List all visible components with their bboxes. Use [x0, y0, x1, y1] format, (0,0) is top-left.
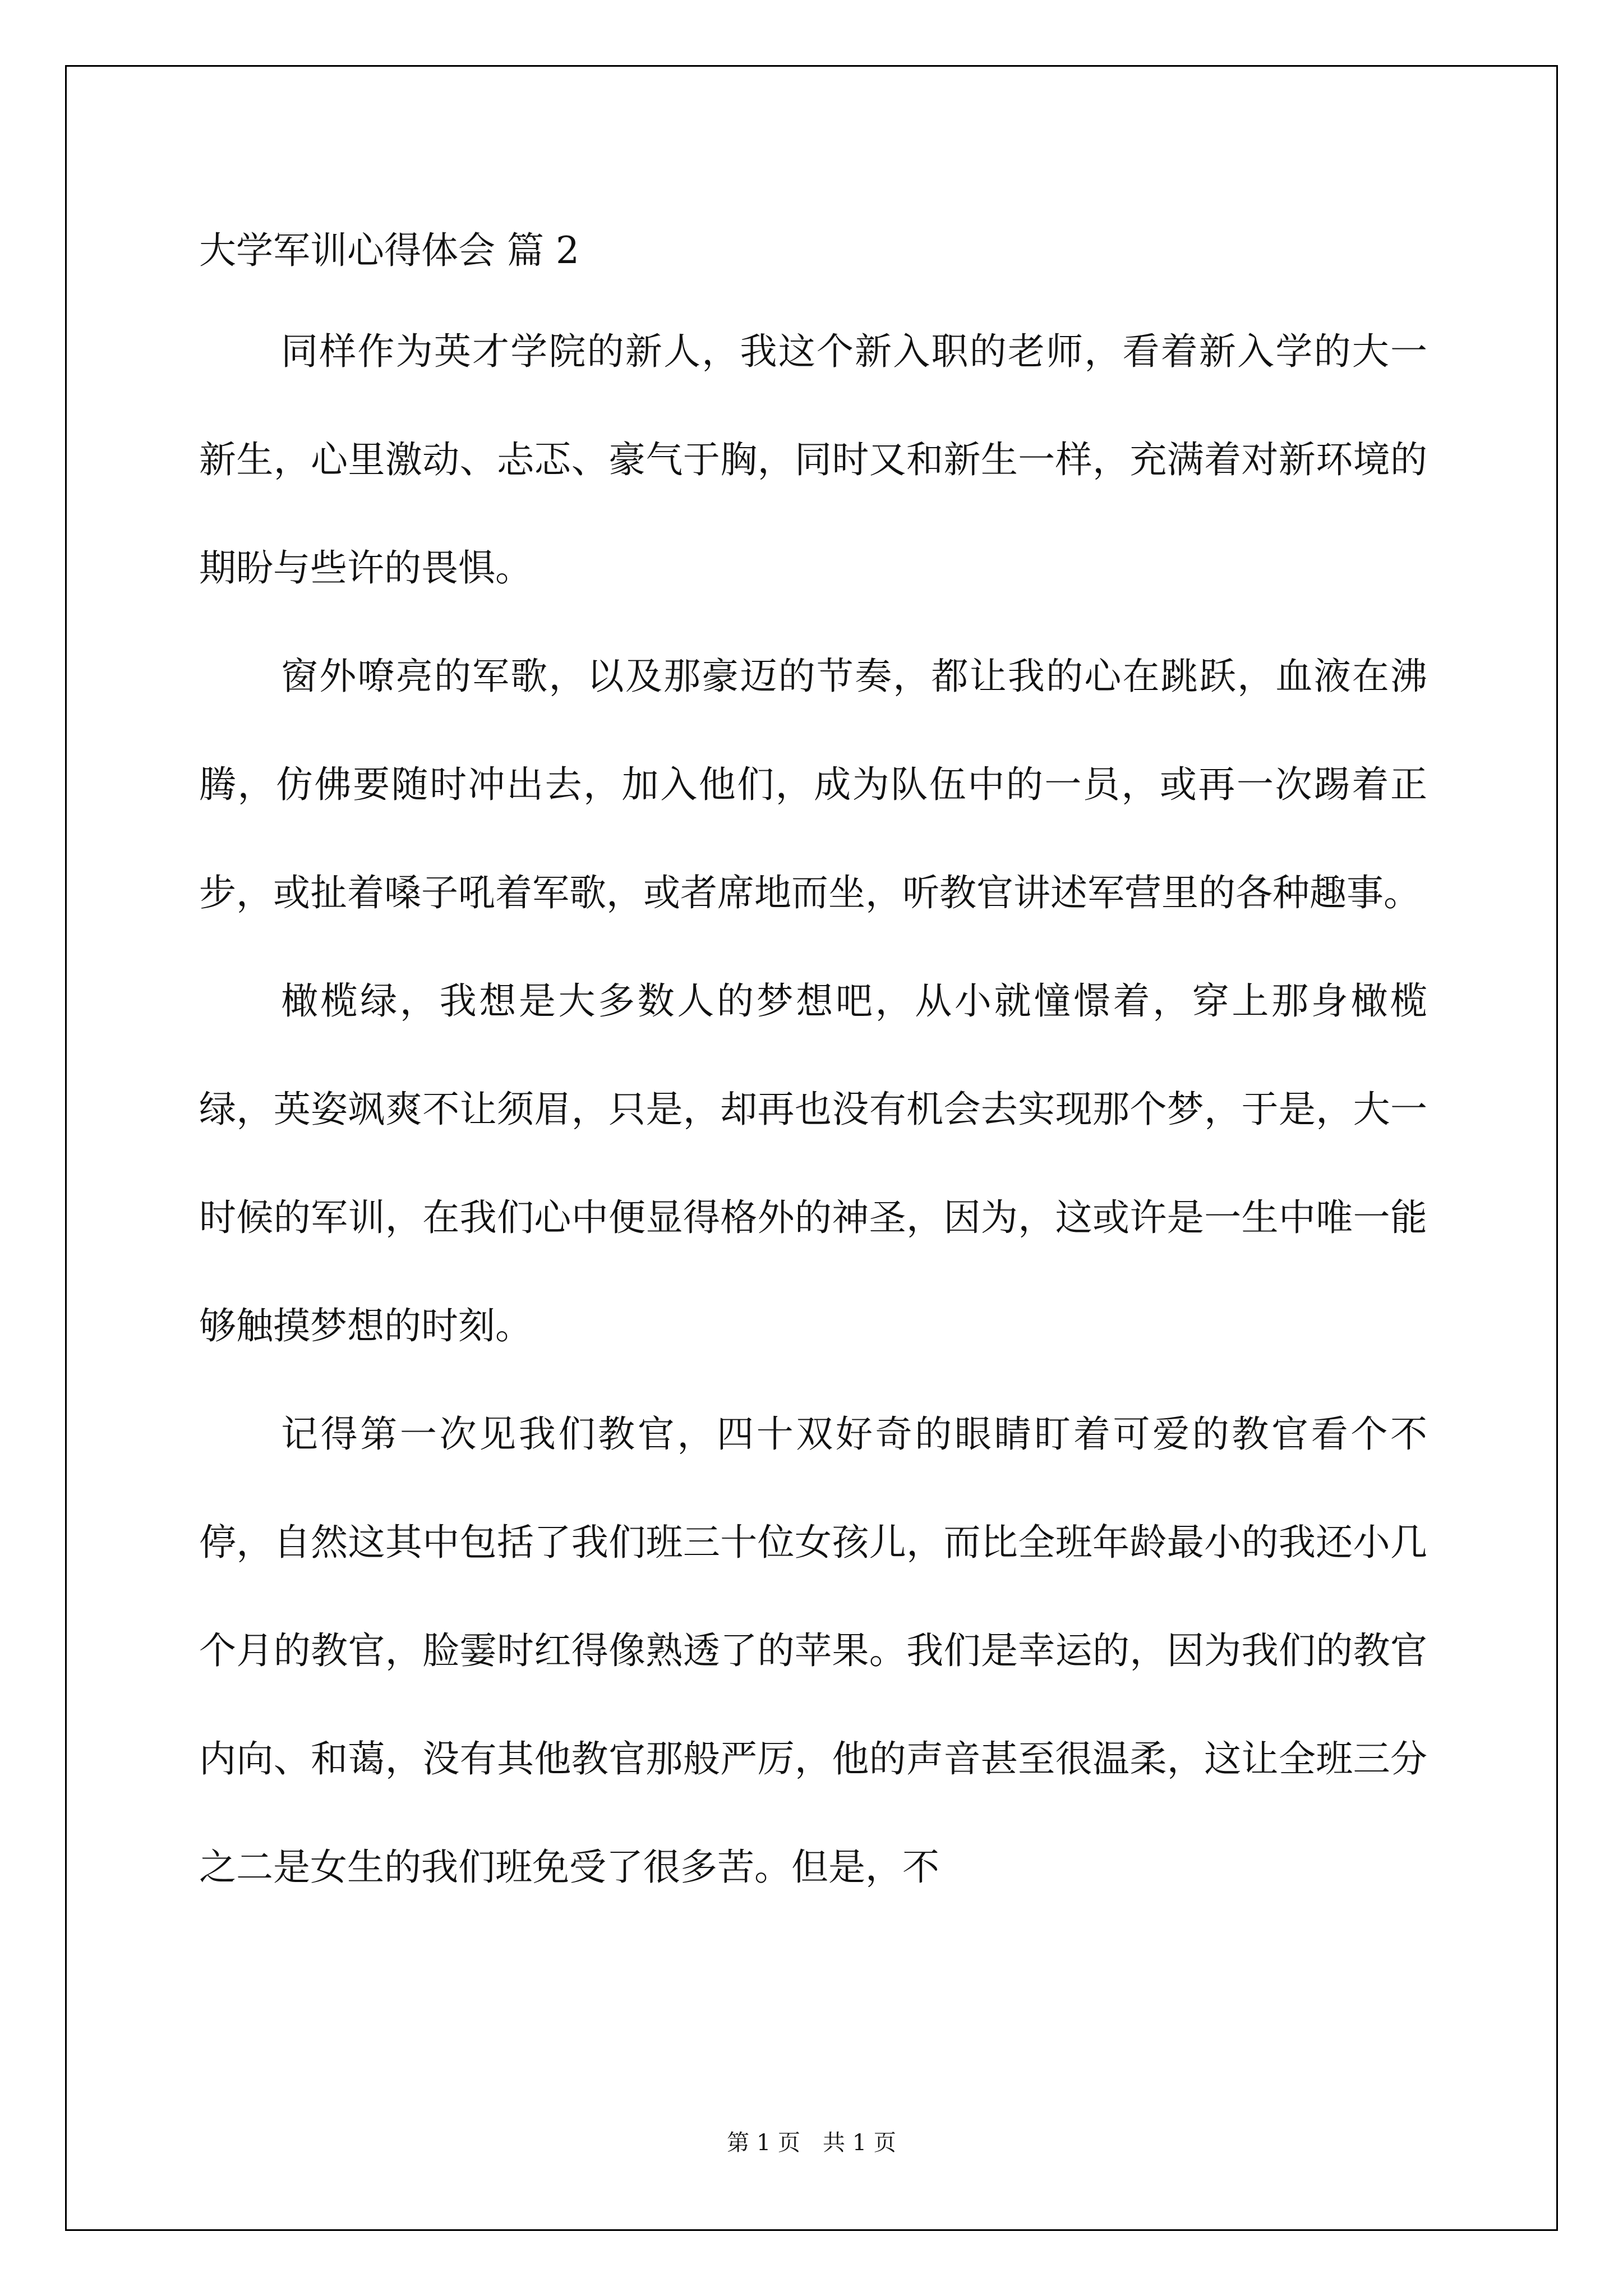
paragraph-4: 记得第一次见我们教官，四十双好奇的眼睛盯着可爱的教官看个不停，自然这其中包括了我们班三十位女孩儿，而比全班年龄最小的我还小几个月的教官，脸霎时红得像熟透了的苹果。我们是幸运的，因为我们的教官内向、和蔼，没有其他教官那般严厉，他的声音甚至很温柔，这让全班三分之二是女生的我们班免受了很多苦。但是，不 — [199, 1412, 1427, 1889]
paragraph-3: 橄榄绿，我想是大多数人的梦想吧，从小就憧憬着，穿上那身橄榄绿，英姿飒爽不让须眉，只是，却再也没有机会去实现那个梦，于是，大一时候的军训，在我们心中便显得格外的神圣，因为，这或许是一生中唯一能够触摸梦想的时刻。 — [199, 979, 1427, 1347]
document-title: 大学军训心得体会 篇 2 — [199, 229, 579, 272]
paragraph-2: 窗外嘹亮的军歌，以及那豪迈的节奏，都让我的心在跳跃，血液在沸腾，仿佛要随时冲出去，加入他们，成为队伍中的一员，或再一次踢着正步，或扯着嗓子吼着军歌，或者席地而坐，听教官讲述军营里的各种趣事。 — [199, 655, 1427, 914]
page-number-footer: 第 1 页 共 1 页 — [727, 2130, 896, 2156]
paragraph-1: 同样作为英才学院的新人，我这个新入职的老师，看着新入学的大一新生，心里激动、忐忑、豪气于胸，同时又和新生一样，充满着对新环境的期盼与些许的畏惧。 — [199, 330, 1427, 590]
document-body — [199, 297, 1427, 1921]
